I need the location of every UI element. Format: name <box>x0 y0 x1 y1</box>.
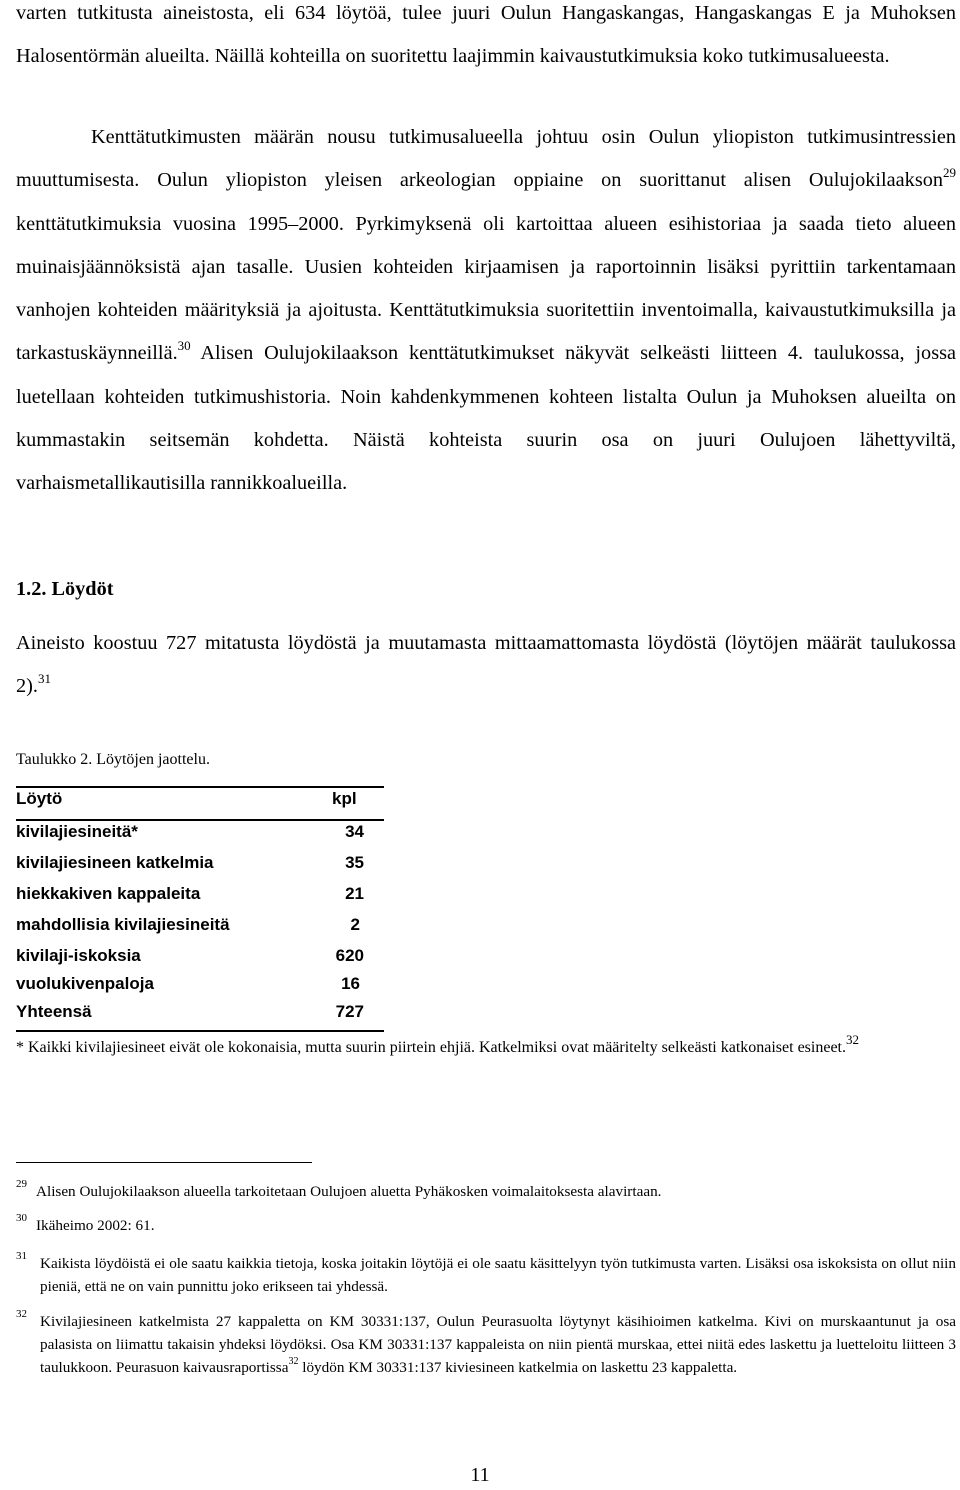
paragraph-fieldwork-text-a: Kenttätutkimusten määrän nousu tutkimusalueella johtuu osin Oulun yliopiston tutkimusintressien muuttumisesta. Oulun yliopiston yleisen arkeologian oppiaine on suorittanut alisen Oulujokilaakson <box>16 126 956 192</box>
footnote-ref-30[interactable]: 30 <box>177 337 191 353</box>
table-header-count: kpl <box>332 789 357 808</box>
table-cell-count: 35 <box>345 853 364 872</box>
table-cell-count: 21 <box>345 884 364 903</box>
paragraph-fieldwork-text-c: Alisen Oulujokilaakson kenttätutkimukset näkyvät selkeästi liitteen 4. taulukossa, jossa luetellaan kohteiden tutkimushistoria. Noin kahdenkymmenen kohteen listalta Oulun ja Muhoksen alueilta on kummastakin seitsemän kohdetta. Näistä kohteista suurin osa on juuri Oulujoen lähettyviltä, varhaismetallikautisilla rannikkoalueilla. <box>16 342 956 495</box>
table-header-item: Löytö <box>16 789 63 808</box>
table-row <box>16 884 384 908</box>
footnote-29 <box>16 1180 956 1203</box>
table-row <box>16 974 384 998</box>
footnote-ref-29[interactable]: 29 <box>943 164 956 180</box>
footnote-number: 30 <box>16 1212 27 1224</box>
table-cell-item: hiekkakiven kappaleita <box>16 884 201 903</box>
footnote-text: Ikäheimo 2002: 61. <box>36 1217 155 1234</box>
footnote-32 <box>16 1310 956 1379</box>
table-cell-item: kivilaji-iskoksia <box>16 946 141 965</box>
table-row <box>16 822 384 846</box>
table-note-text: * Kaikki kivilajiesineet eivät ole kokonaisia, mutta suurin piirtein ehjiä. Katkelmiksi ovat määritelty selkeästi katkonaiset esineet. <box>16 1039 846 1056</box>
footnote-ref-32[interactable]: 32 <box>846 1031 859 1047</box>
footnote-text: Kaikista löydöistä ei ole saatu kaikkia tietoja, koska joitakin löytöjä ei ole saatu käsittelyyn työn tutkimusta varten. Lisäksi osa iskoksista on ollut niin pieniä, että ne on vain punnittu joko erikseen tai yhdessä. <box>40 1255 956 1295</box>
page-number: 11 <box>470 1464 490 1486</box>
footnote-number: 32 <box>16 1308 27 1320</box>
table-row <box>16 915 384 939</box>
table-cell-count: 727 <box>335 1002 364 1021</box>
paragraph-finds <box>16 622 956 709</box>
table-cell-count: 2 <box>350 915 360 934</box>
paragraph-fieldwork <box>16 116 956 506</box>
table-row <box>16 946 384 970</box>
footnote-text <box>40 1310 956 1379</box>
paragraph-finds-text: Aineisto koostuu 727 mitatusta löydöstä ja muutamasta mittaamattomasta löydöstä (löytöjen määrät taulukossa 2). <box>16 632 956 698</box>
table-header-rule <box>16 819 384 821</box>
footnote-31 <box>16 1252 956 1298</box>
paragraph-intro <box>16 0 956 79</box>
table-cell-item: mahdollisia kivilajiesineitä <box>16 915 230 934</box>
table-row <box>16 853 384 877</box>
section-heading: 1.2. Löydöt <box>16 578 114 600</box>
footnote-inner-ref[interactable]: 32 <box>288 1355 299 1367</box>
table-header-row <box>16 789 384 813</box>
paragraph-fieldwork-text-b: kenttätutkimuksia vuosina 1995‒2000. Pyrkimyksenä oli kartoittaa alueen esihistoriaa ja saada tieto alueen muinaisjäännöksistä ajan tasalle. Uusien kohteiden kirjaamisen ja raportoinnin lisäksi pyrittiin tarkentamaan vanhojen kohteiden määrityksiä ja ajoitusta. Kenttätutkimuksia suoritettiin inventoimalla, kaivaustutkimuksilla ja tarkastuskäynneillä. <box>16 212 956 365</box>
table-cell-item: Yhteensä <box>16 1002 92 1021</box>
footnote-text-a: Kivilajiesineen katkelmista 27 kappaletta on KM 30331:137, Oulun Peurasuolta löytynyt käsihioimen katkelma. Kivi on murskaantunut ja osa palasista on liimattu takaisin yhdeksi löydöksi. Osa KM 30331:137 kappaleista on niin pientä murskaa, ettei niitä edes laskettu ja luetteloitu liitteen 3 taulukkoon. Peurasuon kaivausraportissa <box>40 1313 956 1376</box>
footnote-text-b: löydön KM 30331:137 kiviesineen katkelmia on laskettu 23 kappaletta. <box>298 1359 738 1376</box>
table-cell-item: kivilajiesineitä* <box>16 822 138 841</box>
table-top-rule <box>16 786 384 788</box>
footnote-ref-31[interactable]: 31 <box>37 670 51 686</box>
table-row-total <box>16 1002 384 1026</box>
table-cell-item: kivilajiesineen katkelmia <box>16 853 214 872</box>
table-cell-count: 34 <box>345 822 364 841</box>
table-cell-item: vuolukivenpaloja <box>16 974 154 993</box>
footnote-number: 31 <box>16 1250 27 1262</box>
paragraph-intro-text: varten tutkitusta aineistosta, eli 634 löytöä, tulee juuri Oulun Hangaskangas, Hangaskangas E ja Muhoksen Halosentörmän alueilta. Näillä kohteilla on suoritettu laajimmin kaivaustutkimuksia koko tutkimusalueesta. <box>16 2 956 68</box>
table-note <box>16 1030 956 1066</box>
table-cell-count: 620 <box>335 946 364 965</box>
table-cell-count: 16 <box>341 974 360 993</box>
footnote-30 <box>16 1214 956 1237</box>
footnote-separator <box>16 1162 312 1163</box>
footnote-text: Alisen Oulujokilaakson alueella tarkoitetaan Oulujoen aluetta Pyhäkosken voimalaitoksesta alavirtaan. <box>36 1183 662 1200</box>
footnote-number: 29 <box>16 1178 27 1190</box>
table-caption: Taulukko 2. Löytöjen jaottelu. <box>16 751 210 768</box>
